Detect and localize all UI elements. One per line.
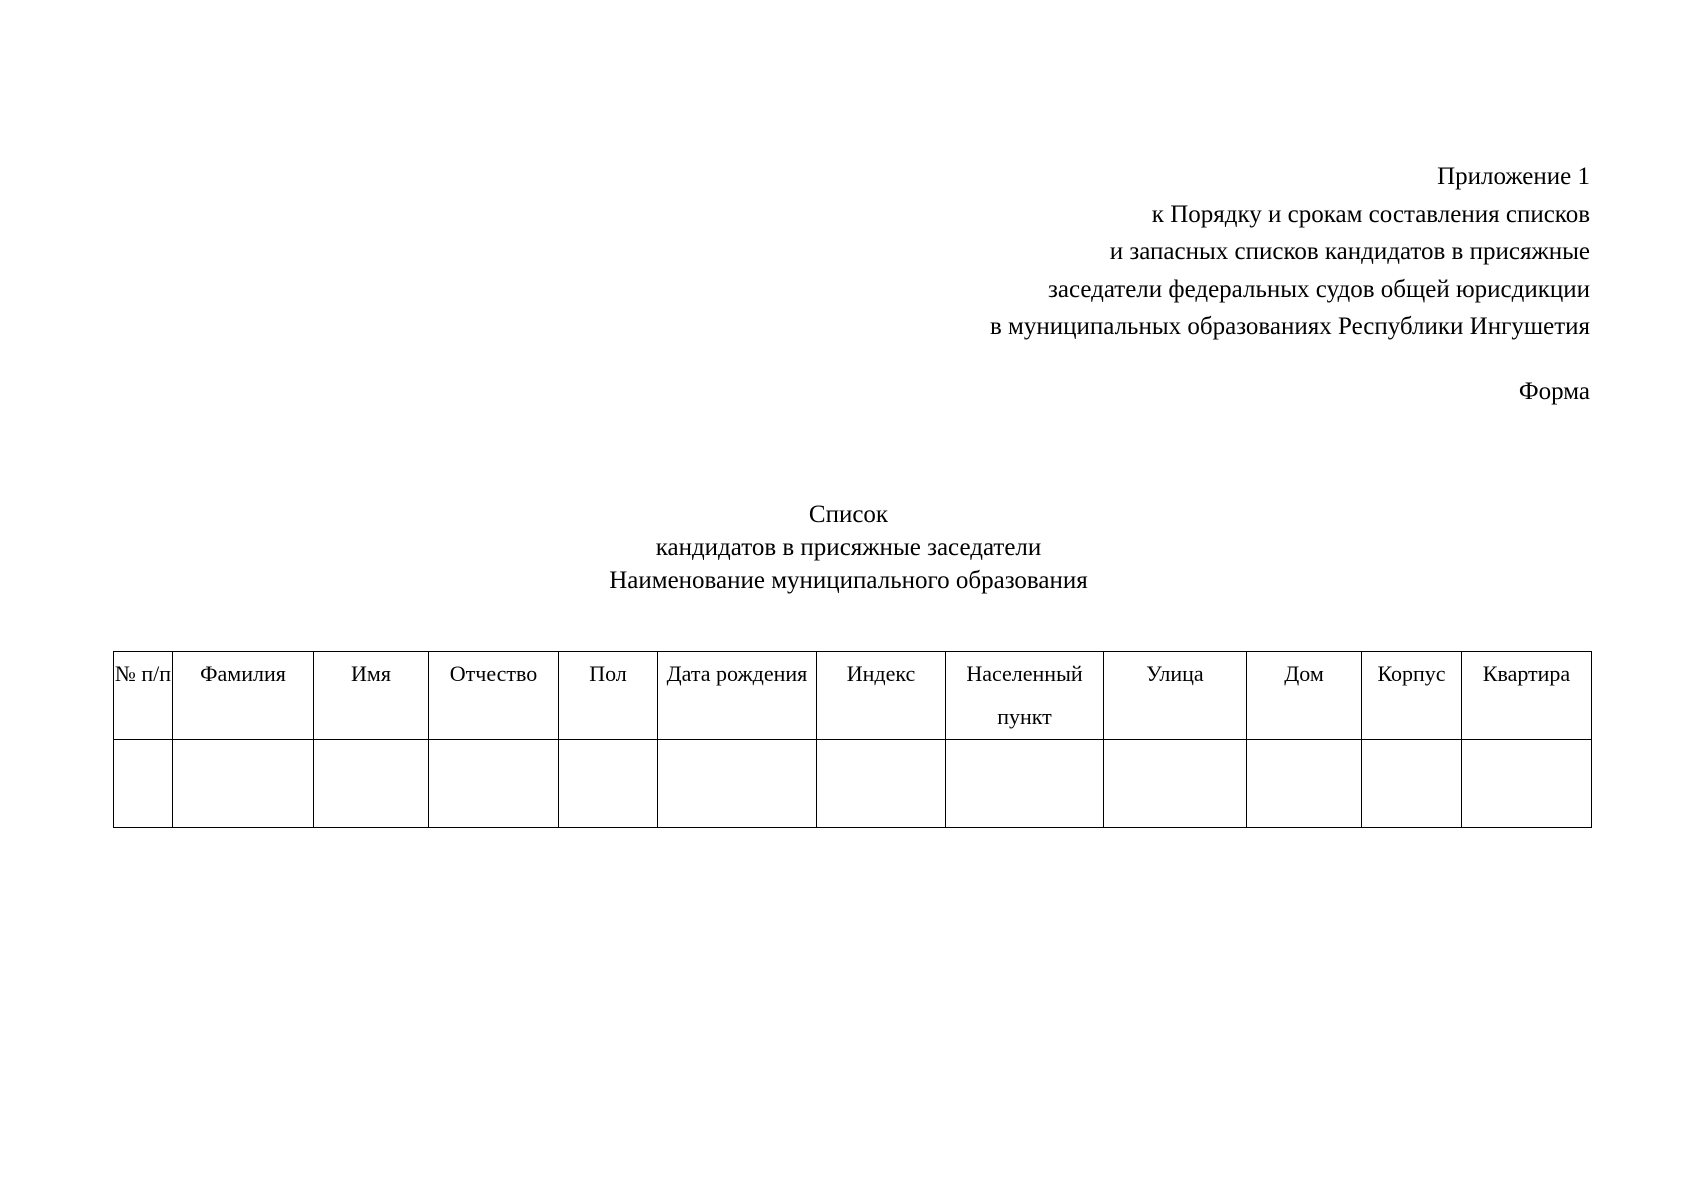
table-cell: [658, 740, 817, 828]
title-line: Наименование муниципального образования: [609, 567, 1088, 594]
title-line: Список: [808, 501, 889, 528]
column-header-locality: Населенный пункт: [946, 652, 1104, 740]
table-cell: [1104, 740, 1247, 828]
table-header-row: [114, 652, 1592, 740]
column-header-building: Корпус: [1362, 652, 1462, 740]
table-cell: [1362, 740, 1462, 828]
table-cell: [314, 740, 429, 828]
table-cell: [114, 740, 173, 828]
column-header-sex: Пол: [559, 652, 658, 740]
column-header-number: № п/п: [114, 652, 173, 740]
column-header-birth-date: Дата рождения: [658, 652, 817, 740]
table-cell: [559, 740, 658, 828]
document-title: [0, 498, 1697, 597]
column-header-surname: Фамилия: [173, 652, 314, 740]
form-label: Форма: [1518, 378, 1590, 405]
title-line: кандидатов в присяжные заседатели: [655, 534, 1042, 561]
column-header-name: Имя: [314, 652, 429, 740]
table-cell: [1462, 740, 1592, 828]
appendix-header: [990, 158, 1590, 346]
appendix-line: Приложение 1: [1437, 163, 1590, 190]
column-header-postal-index: Индекс: [817, 652, 946, 740]
table-cell: [173, 740, 314, 828]
table-row: [114, 740, 1592, 828]
column-header-house: Дом: [1247, 652, 1362, 740]
candidates-table: [113, 651, 1592, 828]
table-cell: [946, 740, 1104, 828]
appendix-line: и запасных списков кандидатов в присяжные: [1109, 238, 1590, 265]
column-header-apartment: Квартира: [1462, 652, 1592, 740]
table-cell: [817, 740, 946, 828]
appendix-line: в муниципальных образованиях Республики Ингушетия: [989, 313, 1590, 340]
column-header-patronymic: Отчество: [429, 652, 559, 740]
table-cell: [1247, 740, 1362, 828]
table-cell: [429, 740, 559, 828]
appendix-line: заседатели федеральных судов общей юрисдикции: [1047, 275, 1590, 303]
appendix-line: к Порядку и срокам составления списков: [1151, 200, 1590, 228]
column-header-street: Улица: [1104, 652, 1247, 740]
